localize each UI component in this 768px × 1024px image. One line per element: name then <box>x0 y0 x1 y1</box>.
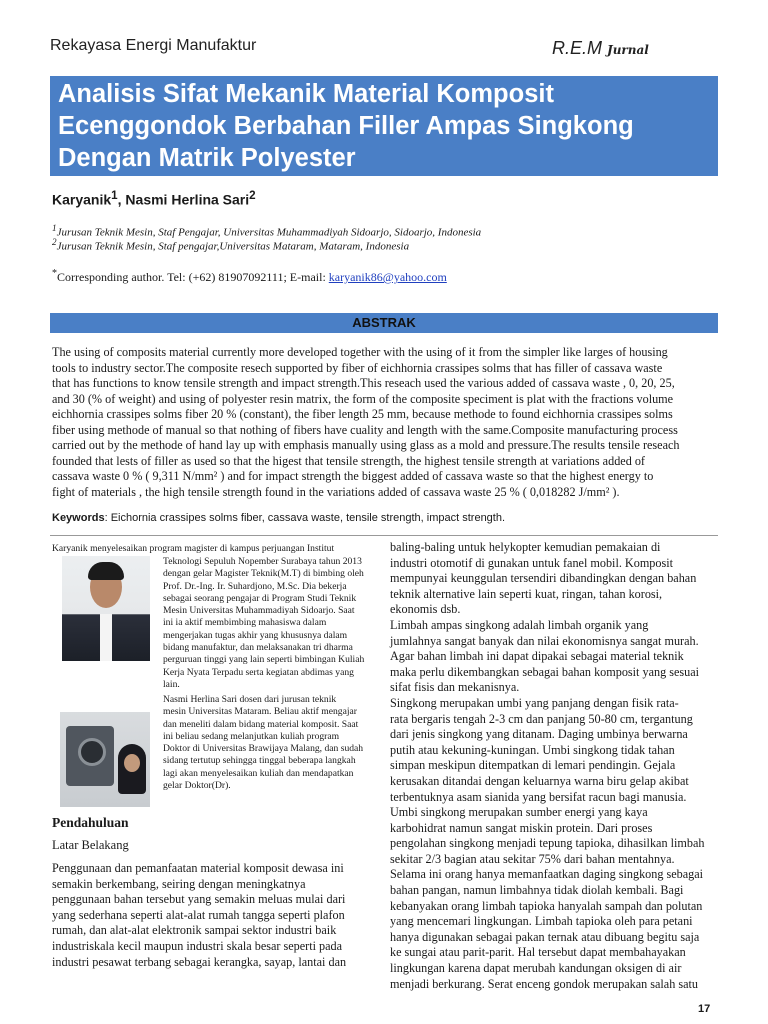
bio-line: Doktor di Universitas Brawijaya Malang, dan sudah <box>163 743 364 755</box>
body-line: menjadi berkurang. Serat enceng gondok merupakan salah satu <box>390 976 698 991</box>
body-line: Agar bahan limbah ini dapat dipakai sebagai material teknik <box>390 649 684 664</box>
abstract-line: that has functions to know tensile strength and impact strength.This reseach used the various added of cassava waste , 0, 20, 25, <box>52 376 675 390</box>
corresponding-author <box>52 268 447 285</box>
bio-line: lain. <box>163 678 180 690</box>
author-photo-nasmi <box>60 712 150 807</box>
left-column-text <box>52 861 374 970</box>
bio-line: dengan gelar Magister Teknik(M.T) di bimbing oleh <box>163 568 364 580</box>
bio-line: Teknologi Sepuluh Nopember Surabaya tahun 2013 <box>163 556 362 567</box>
body-line: maka perlu dikembangkan sebagai bahan komposit yang sesuai <box>390 664 700 679</box>
body-line: rata bergaris tengah 2-3 cm dan panjang 50-80 cm, tergantung <box>390 711 693 726</box>
author-separator: , <box>117 191 126 208</box>
section-heading: Pendahuluan <box>52 815 129 830</box>
paper-title <box>50 76 718 176</box>
body-line: yang mencemari lingkungan. Limbah tapioka oleh para petani <box>390 914 693 929</box>
affiliation <box>52 237 409 253</box>
author-list <box>52 189 256 208</box>
bio-line: Mesin Universitas Muhammadiyah Sidoarjo. Saat <box>163 605 355 617</box>
title-line: Analisis Sifat Mekanik Material Komposit <box>58 80 554 108</box>
author-bio-nasmi <box>163 694 363 792</box>
bio-line: perguruan tinggi yang lain seperti bimbingan Kuliah <box>163 654 365 666</box>
body-line: rumah, dan alat-alat elektronik sampai sektor industri baik <box>52 923 337 938</box>
bio-line: Prof. Dr.-Ing. Ir. Suhardjono, M.Sc. Dia bekerja <box>163 580 347 592</box>
corr-text: Corresponding author. Tel: (+62) 81907092111; E-mail: <box>57 270 329 284</box>
abstract-line: The using of composits material currently more developed together with the using of it from the simpler like larges of housing <box>52 345 668 359</box>
bio-line: mesin Universitas Mataram. Beliau aktif mengajar <box>163 706 357 718</box>
abstract-line: founded that lests of filler as used so that the higest that tensile strength, the highest tensile strength at variations added of <box>52 453 645 468</box>
affil-mark: 1 <box>52 223 57 233</box>
page-number: 17 <box>698 1003 711 1015</box>
affil-mark: 2 <box>52 237 57 247</box>
bio-line: Kerja Nyata Terpadu serta kegiatan abdimas yang <box>163 666 354 678</box>
bio-line: gelar Doktor(Dr). <box>163 780 231 792</box>
abstract-line: fiber using methode of manual so that nothing of fibers have cuality and length with the same.Composite manufacturing process <box>52 422 678 437</box>
affil-text: Jurusan Teknik Mesin, Staf Pengajar, Universitas Muhammadiyah Sidoarjo, Sidoarjo, Indonesia <box>56 226 482 239</box>
author-name: Nasmi Herlina Sari <box>125 191 250 208</box>
subsection-heading: Latar Belakang <box>52 838 129 852</box>
body-line: teknik alternative lain seperti kuat, ringan, tahan korosi, <box>390 586 663 601</box>
body-line: pengolahan singkong menjadi tepung tapioka, dihasilkan limbah <box>390 836 705 851</box>
bio-line: sebagai seorang pengajar di Program Studi Teknik <box>163 592 357 604</box>
bio-line: bidang manufaktur, dan melaksanakan tri dharma <box>163 642 353 654</box>
body-line: penggunaan bahan tersebut yang semakin meluas mulai dari <box>52 892 346 907</box>
journal-logo <box>552 38 649 59</box>
body-line: simpan meskipun ditempatkan di lemari pendingin. Gejala <box>390 758 676 773</box>
abstract-heading: ABSTRAK <box>50 313 718 333</box>
body-line: Umbi singkong merupakan sumber energi yang kaya <box>390 805 648 820</box>
affil-text: Jurusan Teknik Mesin, Staf pengajar,Universitas Mataram, Mataram, Indonesia <box>56 240 410 253</box>
abstract-line: cassava waste 0 % ( 9,311 N/mm² ) and for impact strength the biggest added of cassava waste so that the highest energy to <box>52 469 654 483</box>
abstract-line: tools to industry sector.The composite resech supported by fiber of eichhornia crassipes solms that has filler of cassava waste <box>52 360 663 375</box>
body-line: lingkungan karena dapat merubah kandungan oksigen di air <box>390 961 682 976</box>
journal-logo-text: R.E.M <box>552 38 603 58</box>
keywords <box>52 512 505 524</box>
body-line: Selama ini orang hanya memanfaatkan daging singkong sebagai <box>390 867 704 882</box>
email-link[interactable]: karyanik86@yahoo.com <box>328 270 447 284</box>
body-line: terbentuknya asam sianida yang bersifat racun bagi manusia. <box>390 789 687 804</box>
body-line: hanya digunakan sebagai pakan ternak atau dibuang begitu saja <box>390 929 700 944</box>
body-line: ke sungai atau parit-parit. Hal tersebut dapat membahayakan <box>390 945 686 960</box>
body-line: sifat fisis dan mekanisnya. <box>390 680 520 695</box>
body-line: industri pesawat terbang sebagai kerangka, sayap, lantai dan <box>52 954 347 969</box>
keywords-text: : Eichornia crassipes solms fiber, cassava waste, tensile strength, impact strength. <box>104 512 506 524</box>
journal-logo-script: Jurnal <box>607 43 649 57</box>
abstract-line: and 30 (% of weight) and using of polyester resin matrix, the form of the composite speciment is plat with the fractions volume <box>52 391 674 406</box>
author-affil-mark: 2 <box>249 189 256 202</box>
author-affil-mark: 1 <box>111 189 118 202</box>
body-line: mempunyai keunggulan tersendiri dibandingkan dengan bahan <box>390 571 697 586</box>
keywords-label: Keywords <box>52 512 105 524</box>
body-line: kebanyakan orang limbah tapioka hanyalah sampah dan polutan <box>390 898 703 913</box>
bio-line: lagi akan menyelesaikan kuliah dan mendapatkan <box>163 767 354 779</box>
abstract-body <box>52 345 718 500</box>
body-line: kerusakan ditandai dengan keluarnya warna biru gelap akibat <box>390 773 689 788</box>
bio-line: mengerjakan tugas akhir yang khususnya dalam <box>163 629 348 641</box>
bio-line: Karyanik menyelesaikan program magister di kampus perjuangan Institut <box>52 543 335 554</box>
body-line: baling-baling untuk helykopter kemudian pemakaian di <box>390 540 661 554</box>
title-line: Dengan Matrik Polyester <box>58 144 356 172</box>
body-line: karbohidrat namun sangat miskin protein. Dari proses <box>390 820 653 835</box>
abstract-line: fight of materials , the high tensile strength found in the variations added of cassava waste 25 % ( 0,018282 J/mm² ). <box>52 484 620 499</box>
body-line: Penggunaan dan pemanfaatan material komposit dewasa ini <box>52 861 344 875</box>
body-line: dari jenis singkong yang ditanam. Daging umbinya berwarna <box>390 727 688 742</box>
body-line: ekonomis dsb. <box>390 602 461 617</box>
body-line: jumlahnya sangat banyak dan nilai ekonomisnya sangat murah. <box>390 633 699 648</box>
body-line: industri otomotif di gunakan untuk fanel mobil. Komposit <box>390 555 673 570</box>
author-name: Karyanik <box>52 191 112 208</box>
title-line: Ecenggondok Berbahan Filler Ampas Singkong <box>58 112 634 140</box>
section-divider <box>50 535 718 536</box>
right-column-text <box>390 540 716 992</box>
bio-line: dan meneliti dalam bidang material komposit. Saat <box>163 718 359 730</box>
author-photo-karyanik <box>62 556 150 661</box>
bio-line: ini ia aktif membimbing mahasiswa dalam <box>163 617 327 629</box>
journal-name: Rekayasa Energi Manufaktur <box>50 37 257 54</box>
corr-mark: * <box>52 268 57 279</box>
body-line: sekitar 2/3 bagian atau sekitar 75% dari bahan mentahnya. <box>390 851 675 866</box>
body-line: yang sederhana seperti alat-alat rumah tangga seperti plafon <box>52 907 345 922</box>
body-line: putih atau kekuning-kuningan. Umbi singkong tidak tahan <box>390 742 675 757</box>
body-line: semakin berkembang, seiring dengan meningkatnya <box>52 876 306 891</box>
body-line: bahan pangan, namun limbahnya tidak diolah kembali. Bagi <box>390 883 684 898</box>
bio-line: Nasmi Herlina Sari dosen dari jurusan teknik <box>163 694 337 705</box>
body-line: Singkong merupakan umbi yang panjang dengan fisik rata- <box>390 695 679 710</box>
bio-line: sidang tertutup sehingga tinggal beberapa langkah <box>163 755 356 767</box>
abstract-line: carried out by the methode of hand lay up with emphasis manually using glass as a mold and pressure.The results tensile reseach <box>52 438 680 452</box>
body-line: Limbah ampas singkong adalah limbah organik yang <box>390 617 649 632</box>
body-line: industriskala kecil maupun industri skala besar seperti pada <box>52 938 343 953</box>
author-bio-karyanik-cont <box>163 556 364 691</box>
abstract-line: eichhornia crassipes solms fiber 20 % (constant), the fiber length 25 mm, because methode to found eichhornia crassipes solms <box>52 407 673 421</box>
author-bio-karyanik <box>52 543 334 555</box>
bio-line: ini beliau sedang melanjutkan kuliah program <box>163 730 340 742</box>
